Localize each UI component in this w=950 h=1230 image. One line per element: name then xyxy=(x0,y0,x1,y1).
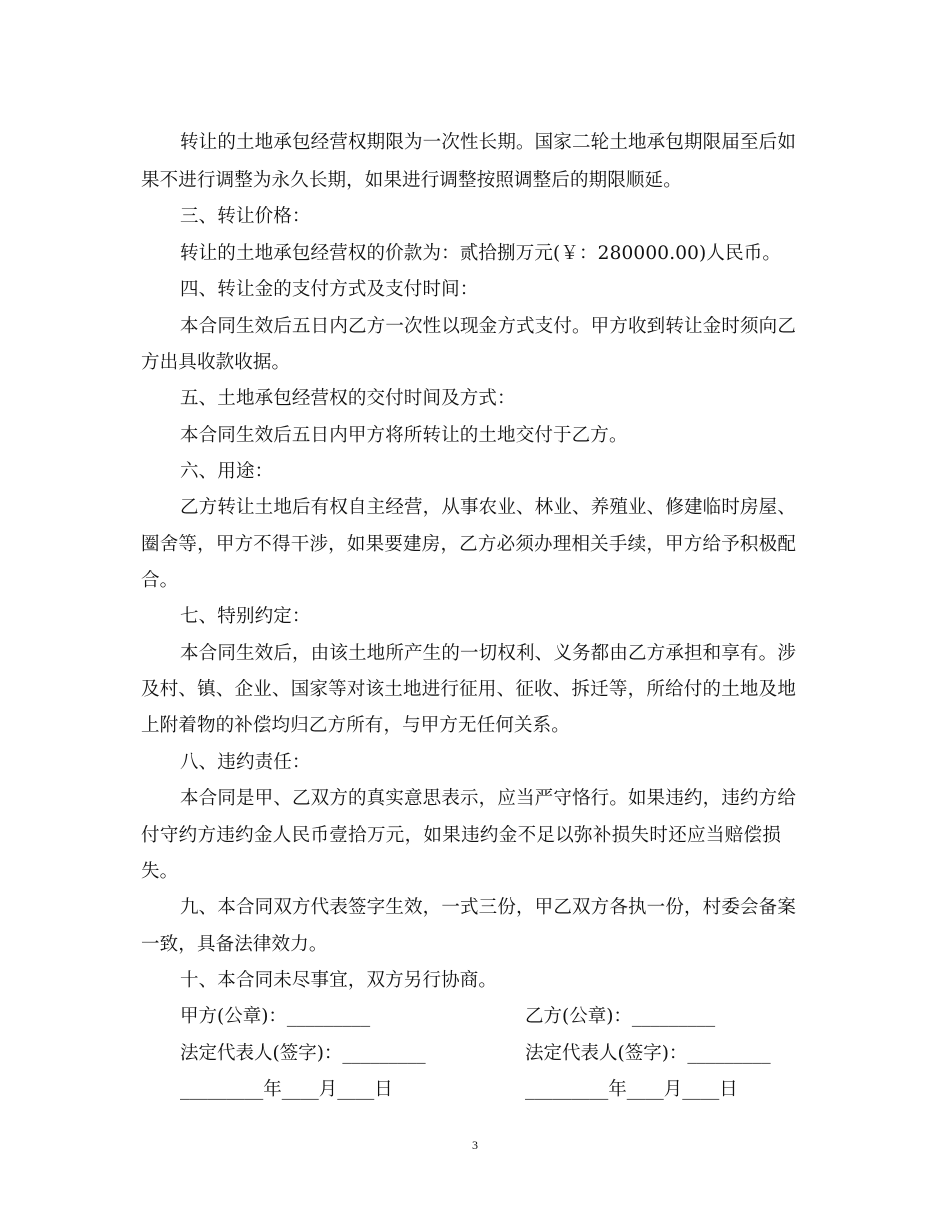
paragraph-line: 方出具收款收据。 xyxy=(141,352,291,373)
paragraph-line: 本合同是甲、乙双方的真实意思表示，应当严守恪行。如果违约，违约方给 xyxy=(180,788,796,809)
paragraph-line: 九、本合同双方代表签字生效，一式三份，甲乙双方各执一份，村委会备案 xyxy=(180,897,796,918)
paragraph-line: 十、本合同未尽事宜，双方另行协商。 xyxy=(180,970,498,991)
paragraph-line: 上附着物的补偿均归乙方所有，与甲方无任何关系。 xyxy=(141,715,570,736)
party-b-date-field: _________年____月____日 xyxy=(525,1079,738,1100)
section-heading: 八、违约责任： xyxy=(180,752,311,773)
paragraph-line: 本合同生效后，由该土地所产生的一切权利、义务都由乙方承担和享有。涉 xyxy=(180,643,796,664)
paragraph-line: 合。 xyxy=(141,570,179,591)
party-a-seal-field: 甲方(公章)：_________ xyxy=(180,1006,371,1027)
party-a-representative-field: 法定代表人(签字)：_________ xyxy=(180,1043,426,1064)
section-heading: 七、特别约定： xyxy=(180,606,311,627)
party-b-representative-field: 法定代表人(签字)：_________ xyxy=(525,1043,771,1064)
section-heading: 五、土地承包经营权的交付时间及方式： xyxy=(180,388,516,409)
paragraph-line: 乙方转让土地后有权自主经营，从事农业、林业、养殖业、修建临时房屋、 xyxy=(180,497,796,518)
paragraph-line: 失。 xyxy=(141,861,179,882)
paragraph-line: 本合同生效后五日内甲方将所转让的土地交付于乙方。 xyxy=(180,425,628,446)
section-heading: 六、用途： xyxy=(180,461,274,482)
page-number: 3 xyxy=(472,1138,478,1152)
paragraph-line: 果不进行调整为永久长期，如果进行调整按照调整后的期限顺延。 xyxy=(141,170,682,191)
paragraph-line: 转让的土地承包经营权的价款为：贰拾捌万元(￥：280000.00)人民币。 xyxy=(180,243,782,264)
paragraph-line: 付守约方违约金人民币壹拾万元，如果违约金不足以弥补损失时还应当赔偿损 xyxy=(141,825,781,846)
paragraph-line: 本合同生效后五日内乙方一次性以现金方式支付。甲方收到转让金时须向乙 xyxy=(180,316,796,337)
section-heading: 三、转让价格： xyxy=(180,206,311,227)
party-a-date-field: _________年____月____日 xyxy=(180,1079,393,1100)
party-b-seal-field: 乙方(公章)：_________ xyxy=(525,1006,716,1027)
paragraph-line: 转让的土地承包经营权期限为一次性长期。国家二轮土地承包期限届至后如 xyxy=(180,132,796,153)
paragraph-line: 圈舍等，甲方不得干涉，如果要建房，乙方必须办理相关手续，甲方给予积极配 xyxy=(141,534,796,555)
paragraph-line: 一致，具备法律效力。 xyxy=(141,934,328,955)
section-heading: 四、转让金的支付方式及支付时间： xyxy=(180,279,479,300)
paragraph-line: 及村、镇、企业、国家等对该土地进行征用、征收、拆迁等，所给付的土地及地 xyxy=(141,679,796,700)
